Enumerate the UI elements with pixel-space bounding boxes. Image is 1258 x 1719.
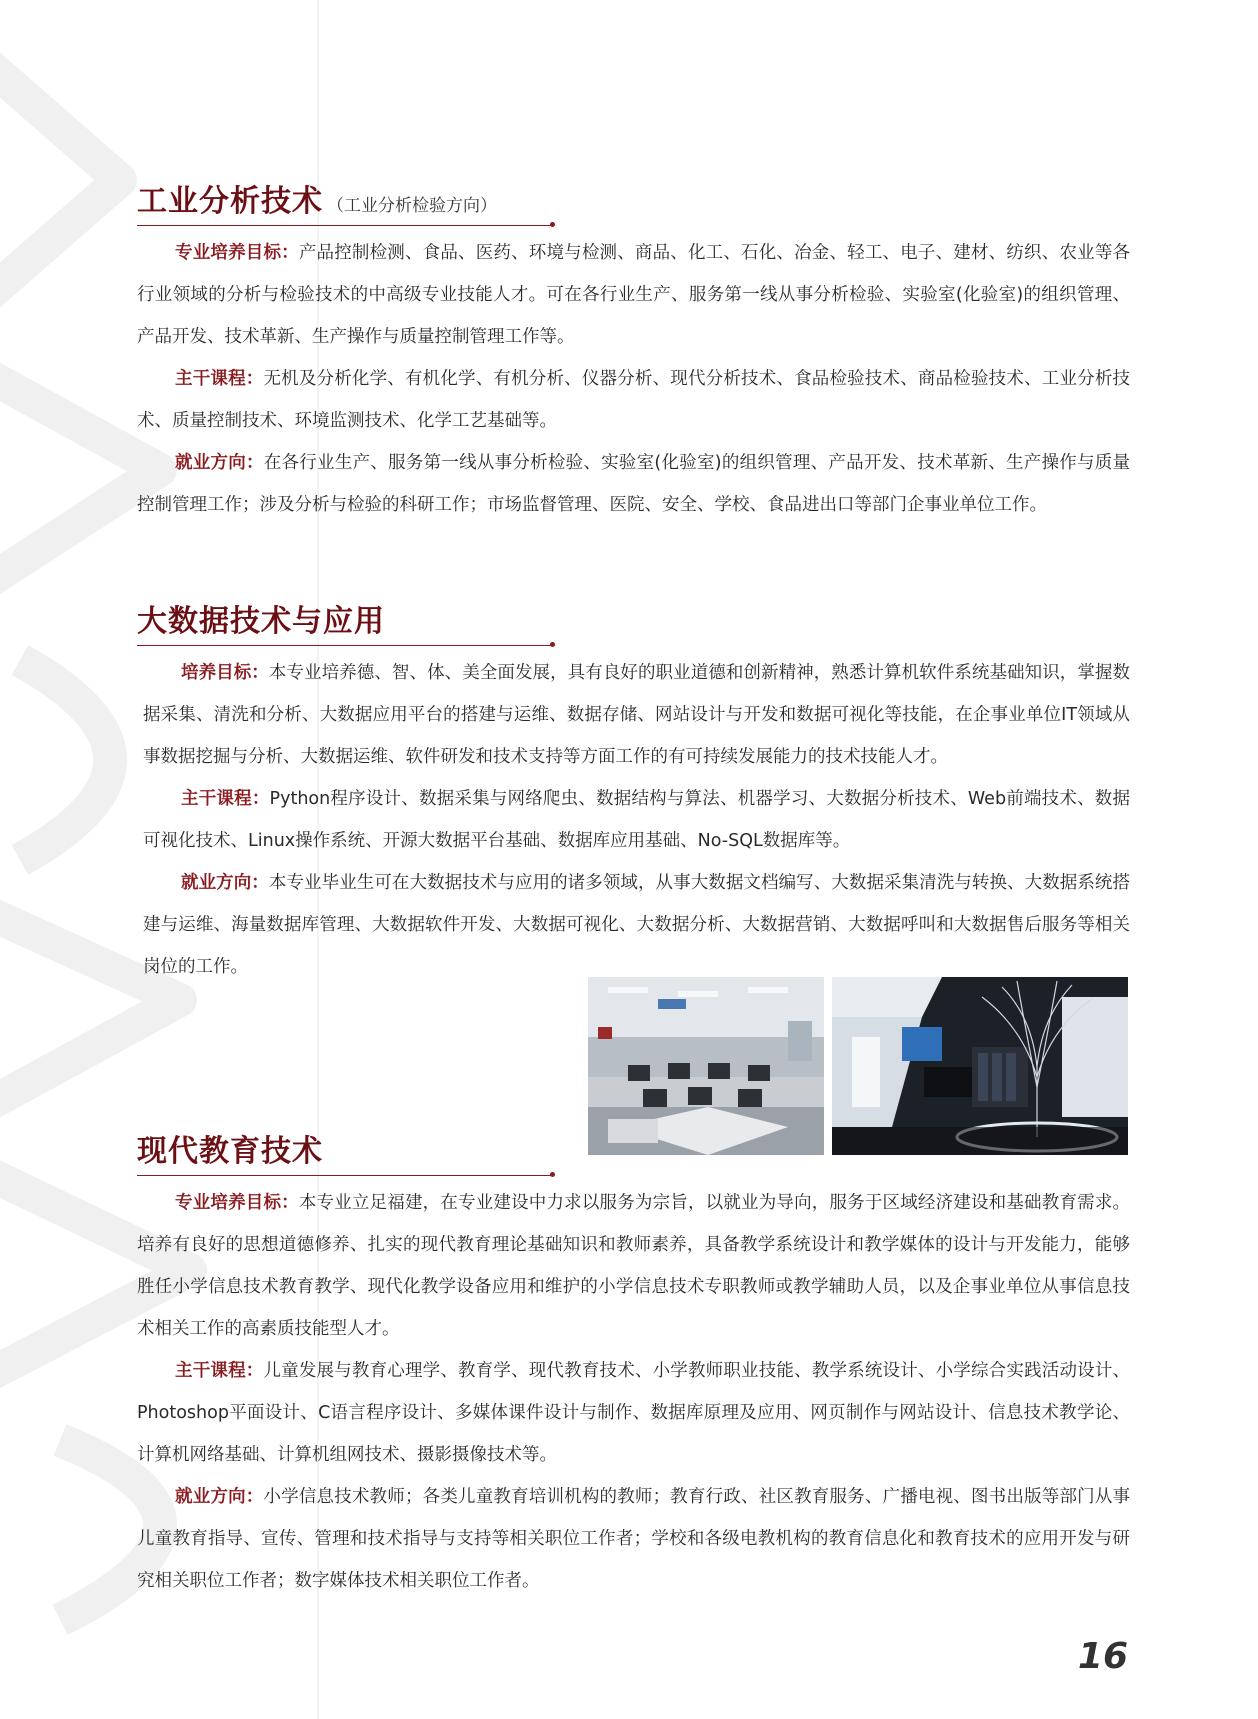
computer-lab-photo bbox=[588, 977, 824, 1155]
paragraph-courses bbox=[137, 1350, 1130, 1476]
paragraph-text: 无机及分析化学、有机化学、有机分析、仪器分析、现代分析技术、食品检验技术、商品检验技术、工业分析技术、质量控制技术、环境监测技术、化学工艺基础等。 bbox=[137, 369, 1131, 431]
section-heading bbox=[137, 1132, 1130, 1178]
section-big-data bbox=[137, 602, 1131, 988]
paragraph-text: 本专业立足福建，在专业建设中力求以服务为宗旨，以就业为导向，服务于区域经济建设和基础教育需求。培养有良好的思想道德修养、扎实的现代教育理论基础知识和教师素养，具备教学系统设计和教学媒体的设计与开发能力，能够胜任小学信息技术教育教学、现代化教学设备应用和维护的小学信息技术专职教师或教学辅助人员，以及企事业单位从事信息技术相关工作的高素质技能型人才。 bbox=[137, 1193, 1131, 1339]
paragraph-text: 儿童发展与教育心理学、教育学、现代教育技术、小学教师职业技能、教学系统设计、小学综合实践活动设计、Photoshop平面设计、C语言程序设计、多媒体课件设计与制作、数据库原理及应用、网页制作与网站设计、信息技术教学论、计算机网络基础、计算机组网技术、摄影摄像技术等。 bbox=[137, 1361, 1131, 1465]
paragraph-text: Python程序设计、数据采集与网络爬虫、数据结构与算法、机器学习、大数据分析技术、Web前端技术、数据可视化技术、Linux操作系统、开源大数据平台基础、数据库应用基础、No-SQL数据库等。 bbox=[143, 789, 1131, 851]
paragraph-courses bbox=[137, 358, 1130, 442]
paragraph-courses bbox=[143, 778, 1130, 862]
section-title: 大数据技术与应用 bbox=[137, 604, 385, 639]
paragraph-text: 产品控制检测、食品、医药、环境与检测、商品、化工、石化、冶金、轻工、电子、建材、纺织、农业等各行业领域的分析与检验技术的中高级专业技能人才。可在各行业生产、服务第一线从事分析检验、实验室(化验室)的组织管理、产品开发、技术革新、生产操作与质量控制管理工作等。 bbox=[137, 243, 1131, 347]
paragraph-goal bbox=[137, 1182, 1130, 1350]
paragraph-label: 主干课程： bbox=[175, 369, 264, 389]
paragraph-label: 专业培养目标： bbox=[175, 243, 299, 263]
paragraph-text: 本专业毕业生可在大数据技术与应用的诸多领域，从事大数据文档编写、大数据采集清洗与转换、大数据系统搭建与运维、海量数据库管理、大数据软件开发、大数据可视化、大数据分析、大数据营销、大数据呼叫和大数据售后服务等相关岗位的工作。 bbox=[143, 873, 1131, 977]
paragraph-label: 培养目标： bbox=[181, 663, 269, 683]
section-educational-technology bbox=[137, 1132, 1130, 1602]
section-industrial-analysis bbox=[137, 182, 1130, 526]
paragraph-label: 就业方向： bbox=[175, 453, 264, 473]
section-heading bbox=[137, 182, 1130, 228]
paragraph-text: 在各行业生产、服务第一线从事分析检验、实验室(化验室)的组织管理、产品开发、技术革新、生产操作与质量控制管理工作；涉及分析与检验的科研工作；市场监督管理、医院、安全、学校、食品进出口等部门企事业单位工作。 bbox=[137, 453, 1131, 515]
paragraph-label: 主干课程： bbox=[181, 789, 270, 809]
paragraph-career bbox=[143, 862, 1130, 988]
paragraph-career bbox=[137, 1476, 1130, 1602]
paragraph-text: 本专业培养德、智、体、美全面发展，具有良好的职业道德和创新精神，熟悉计算机软件系统基础知识，掌握数据采集、清洗和分析、大数据应用平台的搭建与运维、数据存储、网站设计与开发和数据可视化等技能，在企事业单位IT领域从事数据挖掘与分析、大数据运维、软件研发和技术支持等方面工作的有可持续发展能力的技术技能人才。 bbox=[143, 663, 1131, 767]
paragraph-label: 主干课程： bbox=[175, 1361, 264, 1381]
page-number: 16 bbox=[1077, 1636, 1128, 1677]
paragraph-text: 小学信息技术教师；各类儿童教育培训机构的教师；教育行政、社区教育服务、广播电视、图书出版等部门从事儿童教育指导、宣传、管理和技术指导与支持等相关职位工作者；学校和各级电教机构的教育信息化和教育技术的应用开发与研究相关职位工作者；数字媒体技术相关职位工作者。 bbox=[137, 1487, 1131, 1591]
photo-strip bbox=[588, 977, 1128, 1155]
section-subtitle: （工业分析检验方向） bbox=[327, 196, 497, 216]
paragraph-label: 就业方向： bbox=[175, 1487, 264, 1507]
heading-underline bbox=[137, 1175, 552, 1176]
paragraph-label: 就业方向： bbox=[181, 873, 269, 893]
paragraph-goal bbox=[137, 232, 1130, 358]
heading-underline bbox=[137, 645, 552, 646]
paragraph-goal bbox=[143, 652, 1130, 778]
data-center-photo bbox=[832, 977, 1128, 1155]
section-heading bbox=[137, 602, 1130, 648]
heading-underline bbox=[137, 225, 552, 226]
paragraph-career bbox=[137, 442, 1130, 526]
section-title: 现代教育技术 bbox=[137, 1134, 323, 1169]
section-title: 工业分析技术 bbox=[137, 184, 323, 219]
paragraph-label: 专业培养目标： bbox=[175, 1193, 299, 1213]
